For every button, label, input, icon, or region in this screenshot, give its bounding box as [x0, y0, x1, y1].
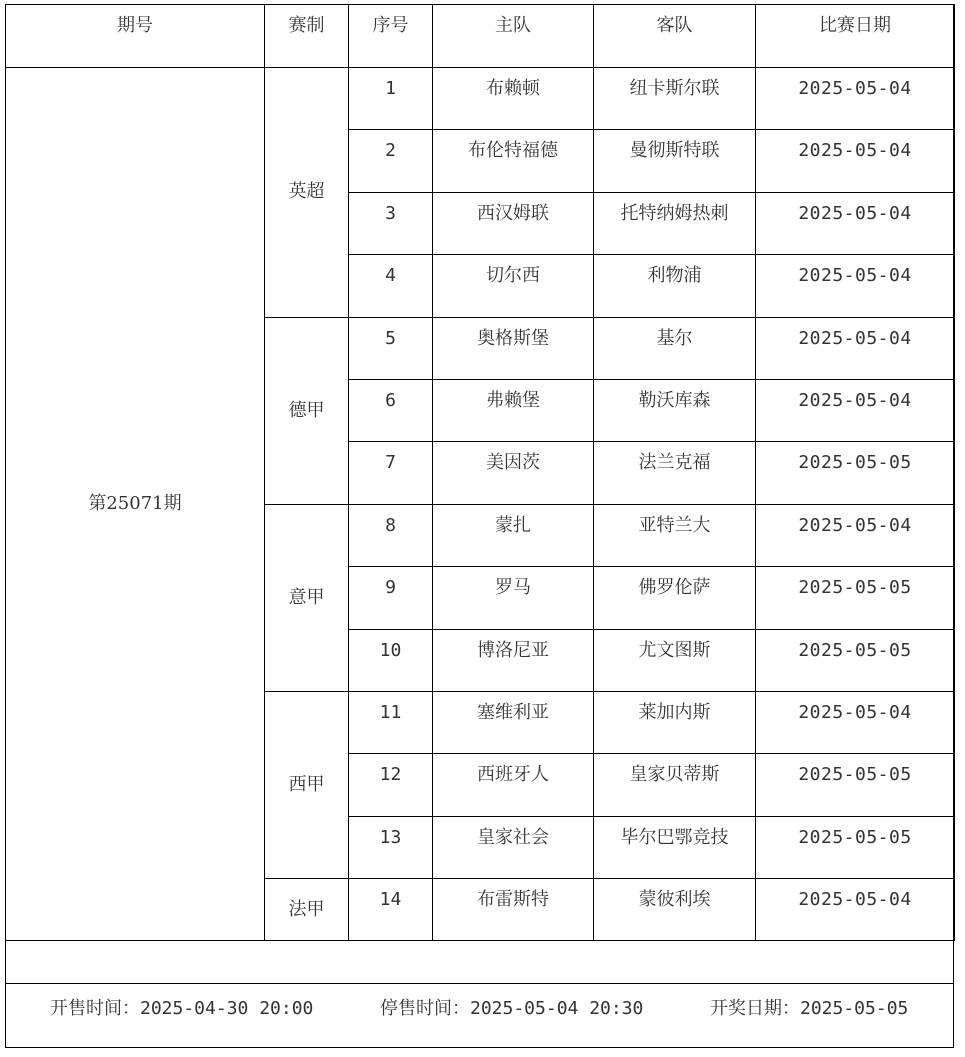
seq-cell: 11 [349, 691, 433, 753]
match-date-cell: 2025-05-05 [756, 754, 955, 816]
seq-cell: 7 [349, 442, 433, 504]
sale-stop-value: 2025-05-04 20:30 [470, 998, 644, 1019]
home-team-cell: 弗赖堡 [433, 379, 594, 441]
home-team-cell: 切尔西 [433, 255, 594, 317]
seq-cell: 2 [349, 130, 433, 192]
blank-row [5, 941, 954, 984]
home-team-cell: 布赖顿 [433, 68, 594, 130]
home-team-cell: 罗马 [433, 567, 594, 629]
match-date-cell: 2025-05-04 [756, 317, 955, 379]
sale-start-label: 开售时间： [50, 998, 140, 1019]
match-date-cell: 2025-05-04 [756, 691, 955, 753]
header-issue: 期号 [6, 5, 265, 68]
match-date-cell: 2025-05-04 [756, 504, 955, 566]
sale-stop-label: 停售时间： [380, 998, 470, 1019]
away-team-cell: 尤文图斯 [594, 629, 756, 691]
seq-cell: 8 [349, 504, 433, 566]
home-team-cell: 博洛尼亚 [433, 629, 594, 691]
seq-cell: 14 [349, 879, 433, 941]
match-date-cell: 2025-05-05 [756, 816, 955, 878]
away-team-cell: 亚特兰大 [594, 504, 756, 566]
draw-date [710, 994, 908, 1020]
home-team-cell: 布伦特福德 [433, 130, 594, 192]
home-team-cell: 西汉姆联 [433, 192, 594, 254]
sale-start [50, 994, 313, 1020]
match-date-cell: 2025-05-05 [756, 442, 955, 504]
match-date-cell: 2025-05-05 [756, 629, 955, 691]
home-team-cell: 塞维利亚 [433, 691, 594, 753]
away-team-cell: 托特纳姆热刺 [594, 192, 756, 254]
draw-date-value: 2025-05-05 [800, 998, 909, 1019]
match-date-cell: 2025-05-04 [756, 379, 955, 441]
seq-cell: 1 [349, 68, 433, 130]
away-team-cell: 法兰克福 [594, 442, 756, 504]
away-team-cell: 利物浦 [594, 255, 756, 317]
match-date-cell: 2025-05-04 [756, 879, 955, 941]
table-row [6, 68, 955, 130]
home-team-cell: 奥格斯堡 [433, 317, 594, 379]
match-date-cell: 2025-05-05 [756, 567, 955, 629]
league-cell-bundesliga: 德甲 [265, 317, 349, 504]
header-home: 主队 [433, 5, 594, 68]
match-date-cell: 2025-05-04 [756, 130, 955, 192]
sale-info-footer [5, 984, 954, 1048]
seq-cell: 4 [349, 255, 433, 317]
home-team-cell: 美因茨 [433, 442, 594, 504]
match-date-cell: 2025-05-04 [756, 255, 955, 317]
header-date: 比赛日期 [756, 5, 955, 68]
home-team-cell: 皇家社会 [433, 816, 594, 878]
away-team-cell: 皇家贝蒂斯 [594, 754, 756, 816]
league-cell-ligue-1: 法甲 [265, 879, 349, 941]
draw-date-label: 开奖日期： [710, 998, 800, 1019]
header-row [6, 5, 955, 68]
away-team-cell: 毕尔巴鄂竞技 [594, 816, 756, 878]
seq-cell: 12 [349, 754, 433, 816]
home-team-cell: 蒙扎 [433, 504, 594, 566]
away-team-cell: 勒沃库森 [594, 379, 756, 441]
league-cell-epl: 英超 [265, 68, 349, 318]
seq-cell: 10 [349, 629, 433, 691]
league-cell-la-liga: 西甲 [265, 691, 349, 878]
sale-stop [380, 994, 643, 1020]
league-cell-serie-a: 意甲 [265, 504, 349, 691]
match-date-cell: 2025-05-04 [756, 192, 955, 254]
home-team-cell: 西班牙人 [433, 754, 594, 816]
away-team-cell: 蒙彼利埃 [594, 879, 756, 941]
away-team-cell: 基尔 [594, 317, 756, 379]
sale-start-value: 2025-04-30 20:00 [140, 998, 314, 1019]
seq-cell: 3 [349, 192, 433, 254]
away-team-cell: 曼彻斯特联 [594, 130, 756, 192]
seq-cell: 9 [349, 567, 433, 629]
seq-cell: 13 [349, 816, 433, 878]
home-team-cell: 布雷斯特 [433, 879, 594, 941]
issue-number: 第25071期 [6, 68, 265, 941]
away-team-cell: 纽卡斯尔联 [594, 68, 756, 130]
match-date-cell: 2025-05-04 [756, 68, 955, 130]
away-team-cell: 莱加内斯 [594, 691, 756, 753]
match-schedule-table [5, 4, 955, 941]
header-away: 客队 [594, 5, 756, 68]
away-team-cell: 佛罗伦萨 [594, 567, 756, 629]
header-seq: 序号 [349, 5, 433, 68]
header-league: 赛制 [265, 5, 349, 68]
seq-cell: 6 [349, 379, 433, 441]
seq-cell: 5 [349, 317, 433, 379]
